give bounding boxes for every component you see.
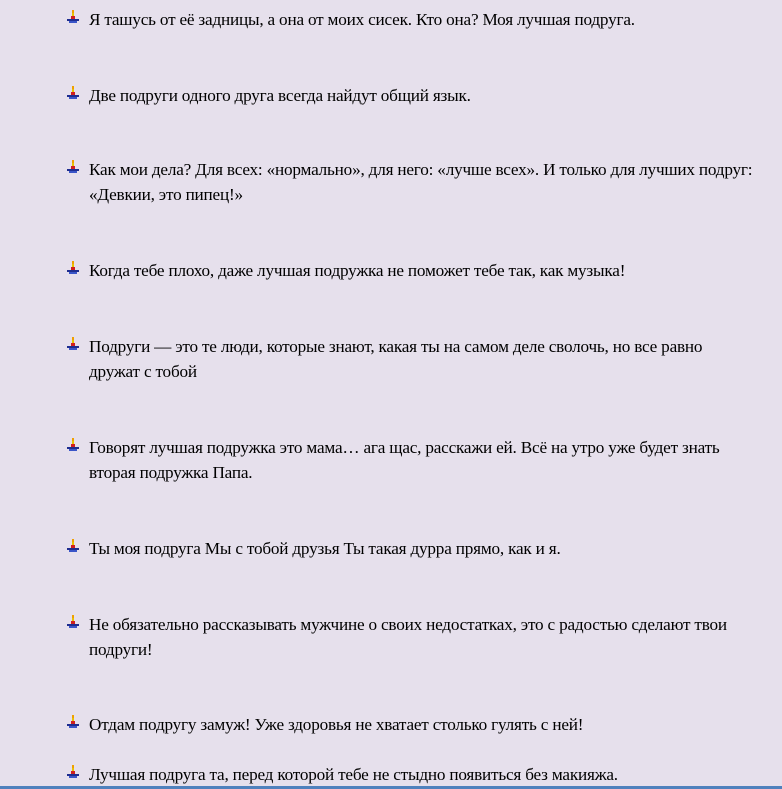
quill-pen-bullet-icon [66, 539, 80, 553]
quill-pen-bullet-icon [66, 160, 80, 174]
list-item-text: Не обязательно рассказывать мужчине о своих недостатках, это с радостью сделают твои подруги! [89, 615, 727, 659]
quill-pen-bullet-icon [66, 86, 80, 100]
list-item-text: Подруги — это те люди, которые знают, какая ты на самом деле сволочь, но все равно дружат с тобой [89, 337, 703, 381]
list-item [66, 435, 756, 485]
list-item [66, 536, 756, 561]
list-item-text: Две подруги одного друга всегда найдут общий язык. [89, 86, 471, 105]
list-item-text: Я ташусь от её задницы, а она от моих сисек. Кто она? Моя лучшая подруга. [89, 10, 635, 29]
quill-pen-bullet-icon [66, 765, 80, 779]
list-item-text: Говорят лучшая подружка это мама… ага щас, расскажи ей. Всё на утро уже будет знать вторая подружка Папа. [89, 438, 720, 482]
list-item-text: Как мои дела? Для всех: «нормально», для него: «лучше всех». И только для лучших подруг: «Девкии, это пипец!» [89, 160, 753, 204]
list-item-text: Ты моя подруга Мы с тобой друзья Ты такая дурра прямо, как и я. [89, 539, 561, 558]
list-item [66, 157, 756, 207]
list-item [66, 612, 756, 662]
list-item [66, 83, 756, 108]
list-item [66, 762, 756, 787]
list-item-text: Отдам подругу замуж! Уже здоровья не хватает столько гулять с ней! [89, 715, 584, 734]
list-item [66, 712, 756, 737]
quill-pen-bullet-icon [66, 261, 80, 275]
quill-pen-bullet-icon [66, 10, 80, 24]
list-item-text: Когда тебе плохо, даже лучшая подружка не поможет тебе так, как музыка! [89, 261, 626, 280]
quill-pen-bullet-icon [66, 615, 80, 629]
list-item [66, 334, 756, 384]
quill-pen-bullet-icon [66, 438, 80, 452]
list-item [66, 258, 756, 283]
list-item-text: Лучшая подруга та, перед которой тебе не стыдно появиться без макияжа. [89, 765, 618, 784]
quill-pen-bullet-icon [66, 715, 80, 729]
list-item [66, 7, 756, 32]
quill-pen-bullet-icon [66, 337, 80, 351]
